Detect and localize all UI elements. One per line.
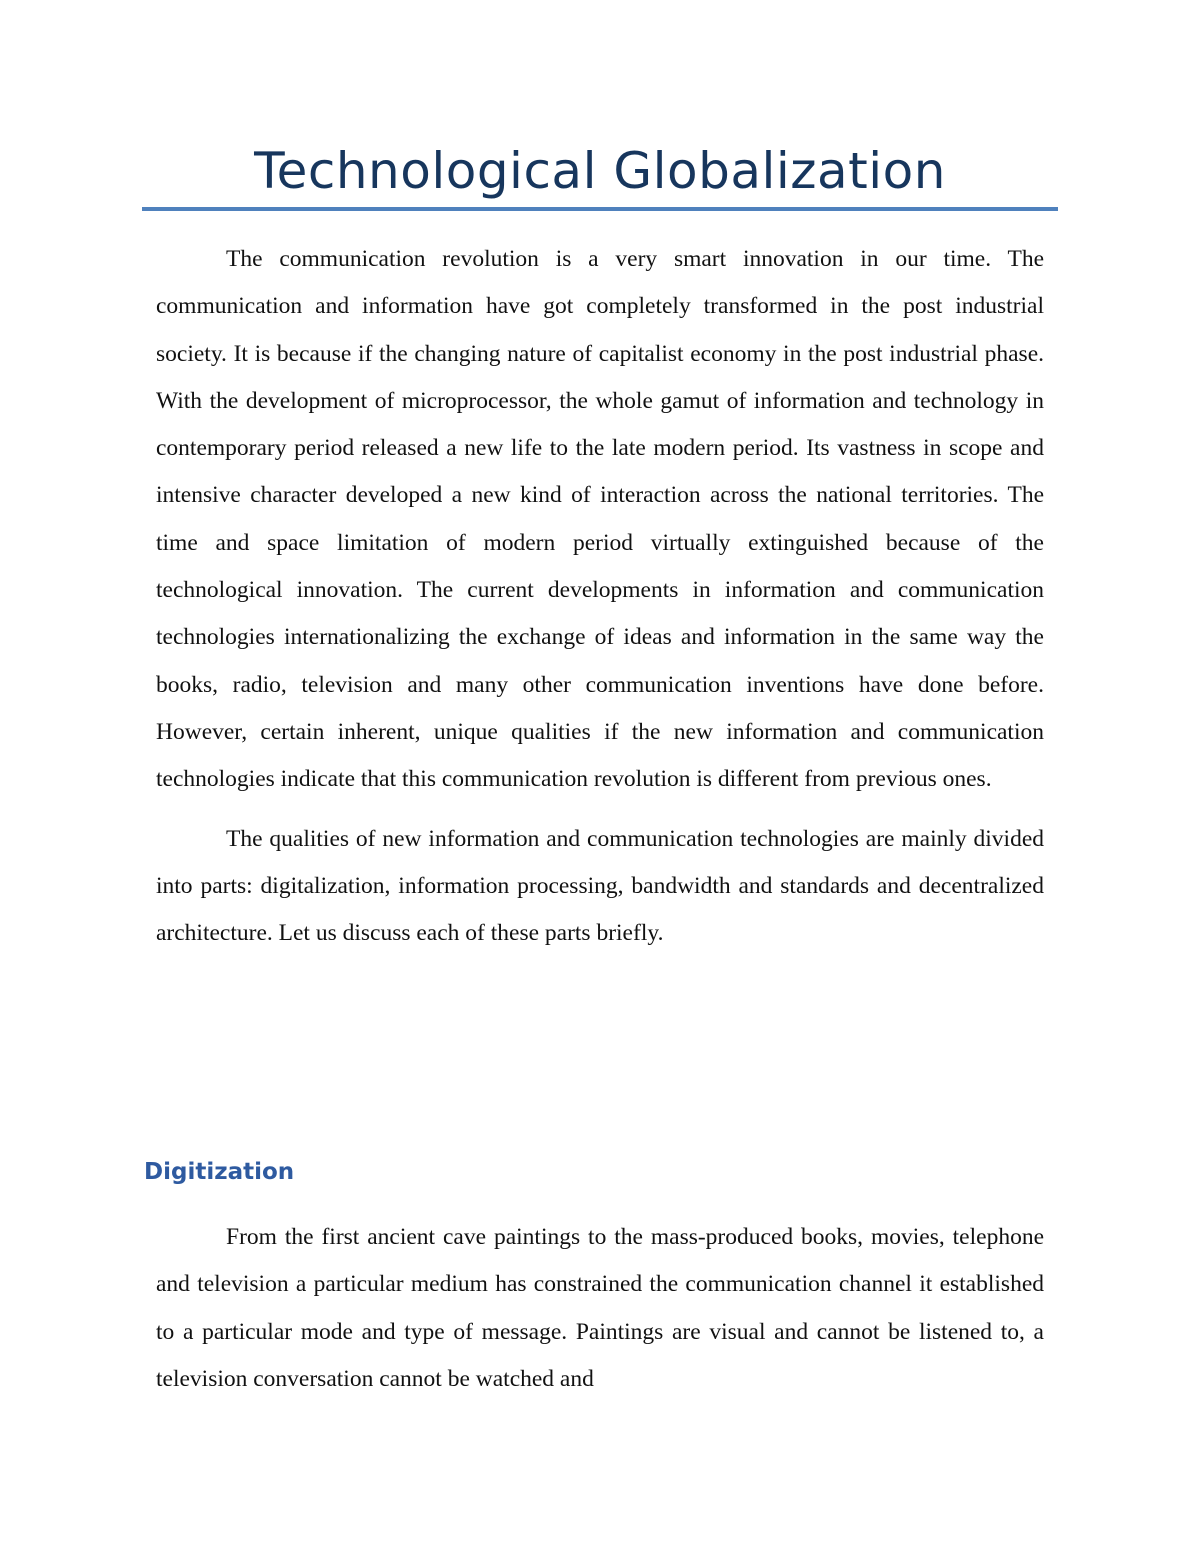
section-paragraph: From the first ancient cave paintings to the mass-produced books, movies, telephone and television a particular medium has constrained the communication channel it established to a particular mode and type of message. Paintings are visual and cannot be listened to, a television conversation cannot be watched and	[156, 1224, 1044, 1392]
intro-body	[156, 236, 1044, 957]
title-block	[142, 138, 1058, 211]
paragraph-2: The qualities of new information and communication technologies are mainly divided into parts: digitalization, information processing, bandwidth and standards and decentralized architecture. Let us discuss each of these parts briefly.	[156, 825, 1044, 947]
section-body	[156, 1214, 1044, 1403]
page-title: Technological Globalization	[254, 142, 946, 200]
paragraph-1: The communication revolution is a very smart innovation in our time. The communication and information have got completely transformed in the post industrial society. It is because if the changing nature of capitalist economy in the post industrial phase. With the development of microprocessor, the whole gamut of information and technology in contemporary period released a new life to the late modern period. Its vastness in scope and intensive character developed a new kind of interaction across the national territories. The time and space limitation of modern period virtually extinguished because of the technological innovation. The current developments in information and communication technologies internationalizing the exchange of ideas and information in the same way the books, radio, television and many other communication inventions have done before. However, certain inherent, unique qualities if the new information and communication technologies indicate that this communication revolution is different from previous ones.	[156, 246, 1044, 793]
section-heading-block	[144, 1157, 1044, 1187]
section-heading: Digitization	[144, 1159, 295, 1185]
title-underline	[142, 207, 1058, 211]
